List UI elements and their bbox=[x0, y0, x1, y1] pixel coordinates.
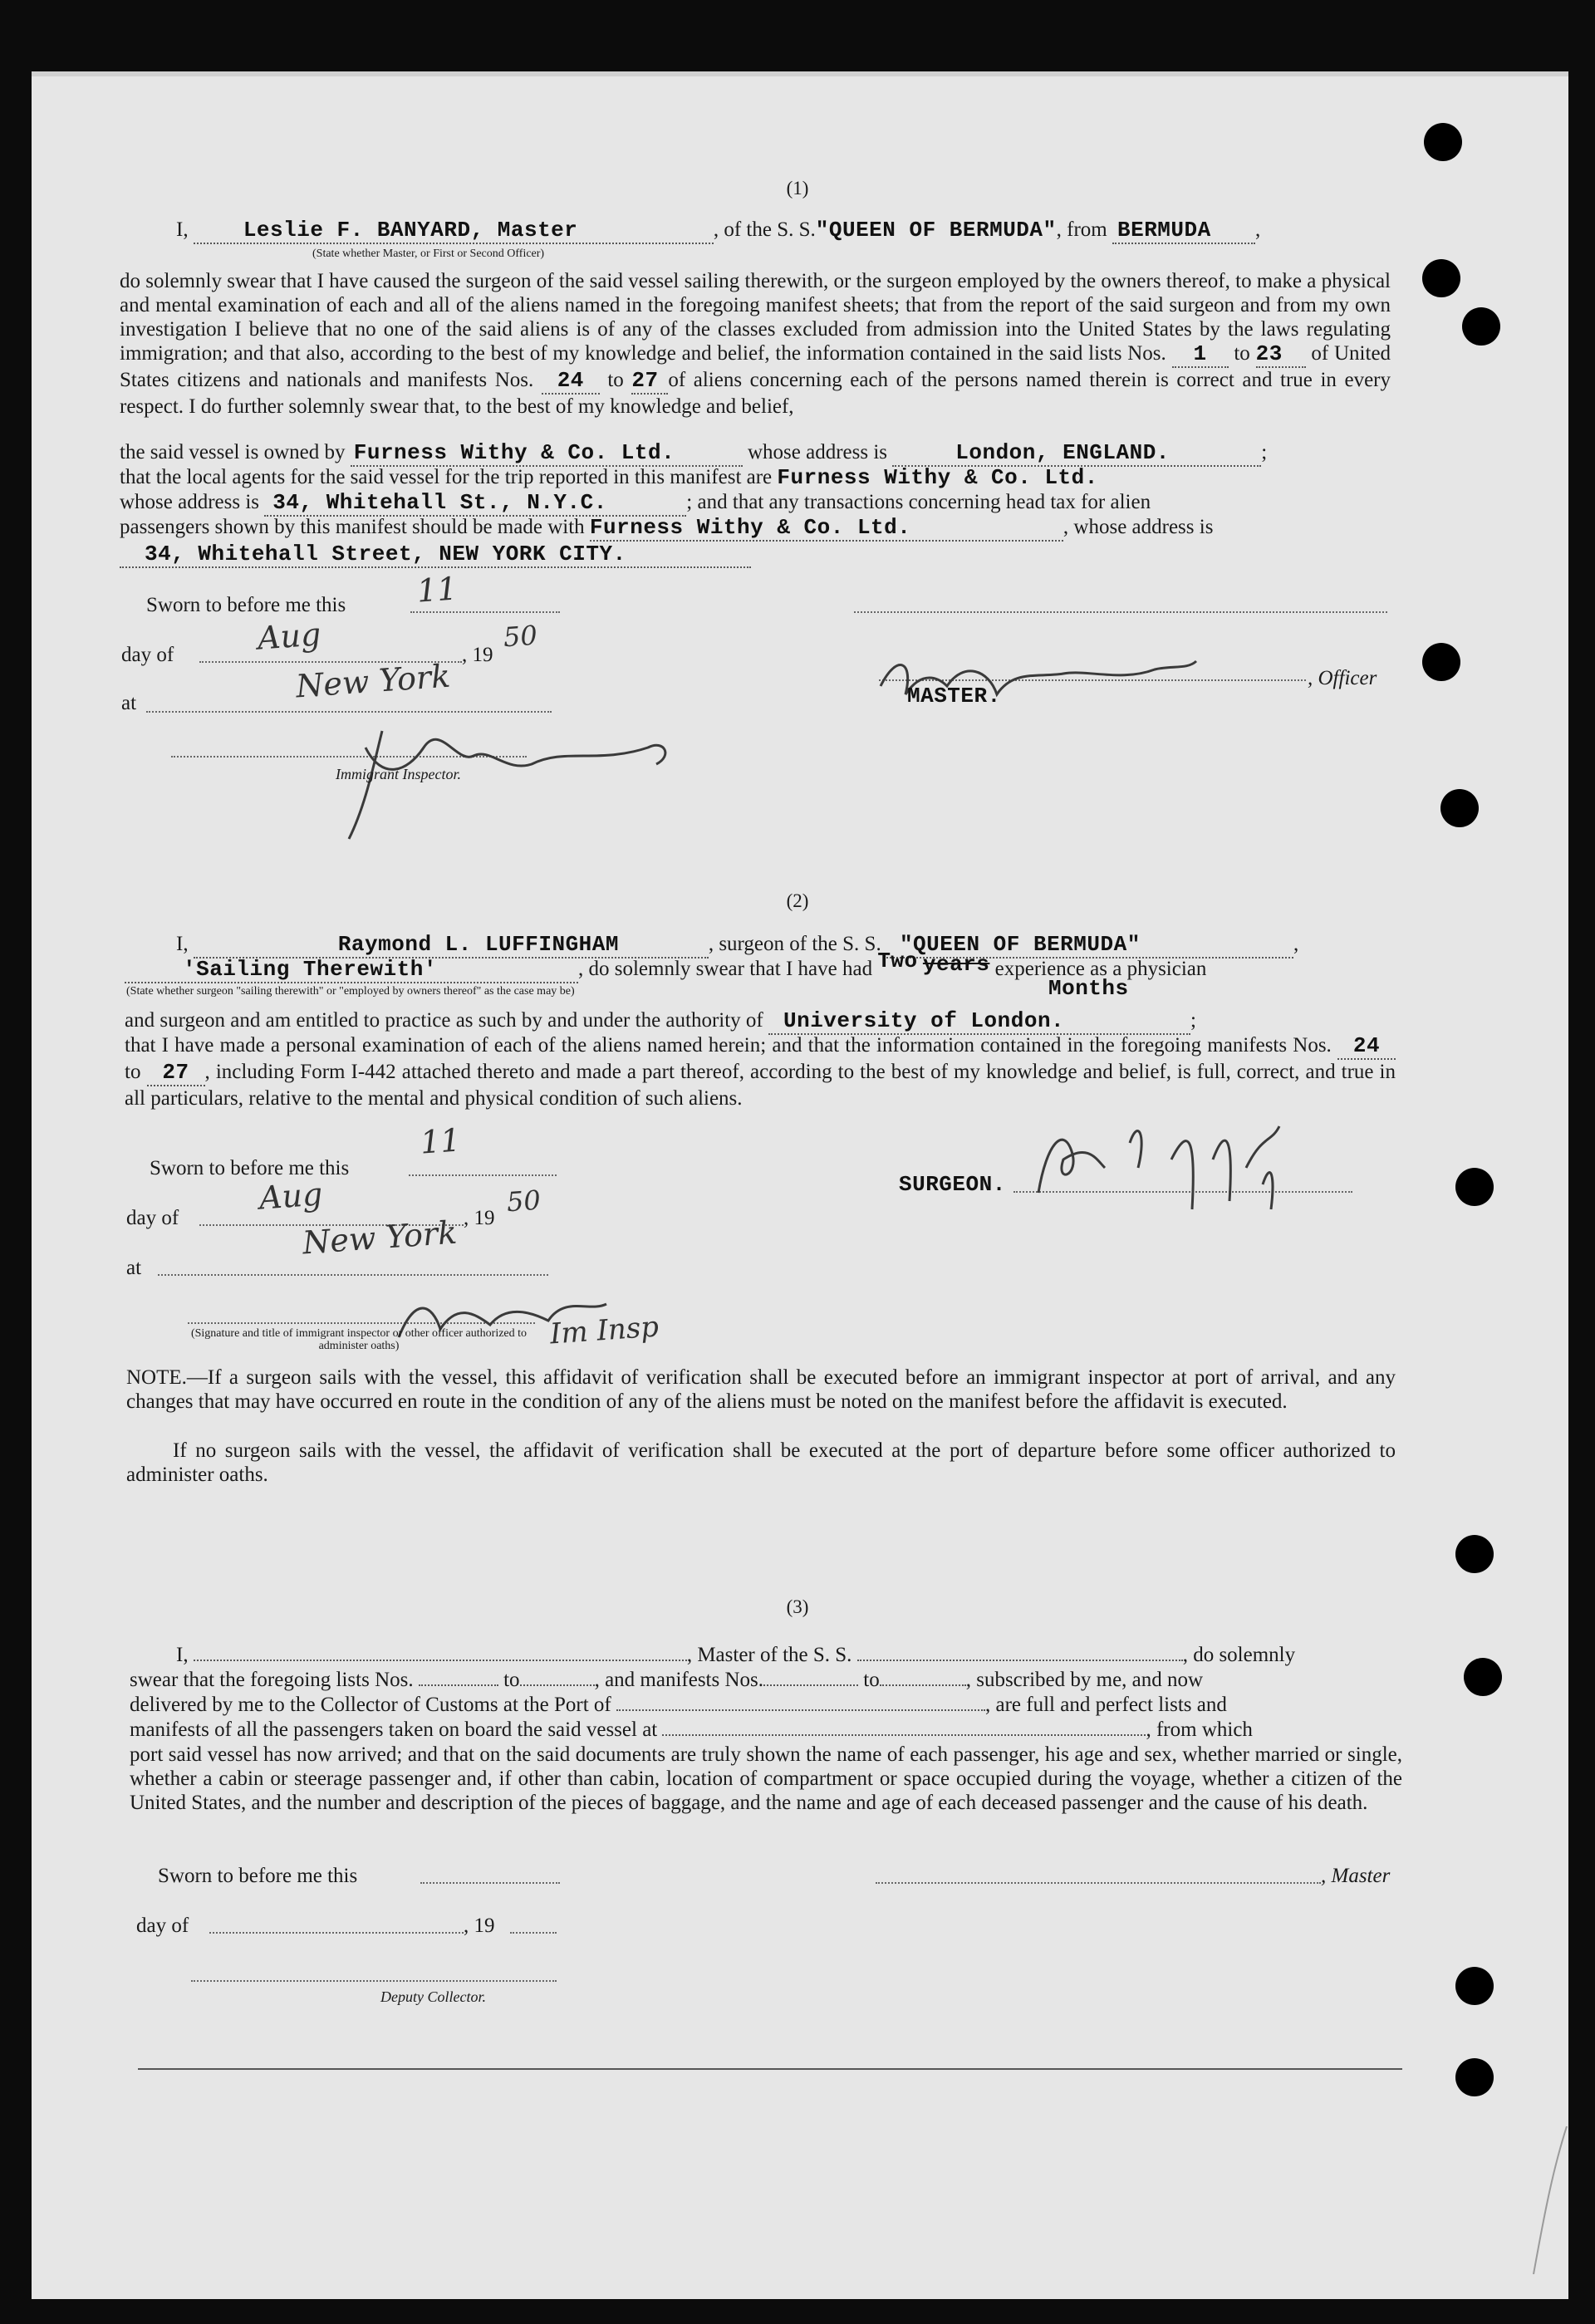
section2-oath-text: that I have made a personal examination of each of the aliens named herein; and that the information contained in the foregoing manifests Nos. 24 to 27 , including Form I-442 attached thereto and made a part thereof, according to the best of my knowledge and belief, is full, correct, and true in all particulars, relative to the mental and physical condition of such aliens. bbox=[125, 1033, 1396, 1110]
section2-year-prefix: , 19 bbox=[464, 1207, 495, 1229]
section3-sworn-day-line bbox=[420, 1882, 560, 1884]
experience-struck: years bbox=[922, 952, 990, 977]
note-1: NOTE.—If a surgeon sails with the vessel, this affidavit of verification shall be executed before an immigrant inspector at port of arrival, and any changes that may have occurred en route in the condition of any of the aliens must be noted on the manifest before the affidavit is executed. bbox=[126, 1366, 1396, 1413]
section1-sworn-day: 11 bbox=[415, 570, 459, 610]
sailing-hint: (State whether surgeon "sailing therewith" or "employed by owners thereof" as the case may be) bbox=[126, 985, 575, 998]
section1-year-prefix: , 19 bbox=[462, 644, 493, 666]
surgeon-signature-scribble bbox=[1022, 1110, 1304, 1226]
lists-from-field: 1 bbox=[1172, 342, 1229, 368]
head-tax-line: passengers shown by this manifest should be made with Furness Withy & Co. Ltd. , whose address is bbox=[120, 515, 1214, 540]
section1-day-of-value: Aug bbox=[256, 615, 322, 657]
section2-sworn-day: 11 bbox=[419, 1121, 462, 1161]
section3-year-label: , 19 bbox=[464, 1915, 495, 1937]
section3-line1: I, , Master of the S. S. , do solemnly bbox=[176, 1644, 1296, 1666]
section1-sworn-day-line bbox=[410, 611, 560, 613]
section2-manifests-from: 24 bbox=[1337, 1034, 1396, 1060]
head-tax-address-field: 34, Whitehall Street, NEW YORK CITY. bbox=[120, 542, 751, 568]
section1-year-suffix: 50 bbox=[502, 619, 538, 654]
agents-line: that the local agents for the said vessel for the trip reported in this manifest are Furness Withy & Co. Ltd. bbox=[120, 465, 1098, 490]
manifests-from-field: 24 bbox=[542, 369, 600, 395]
owner-line: the said vessel is owned by Furness Withy & Co. Ltd. whose address is London, ENGLAND. ; bbox=[120, 440, 1268, 465]
manifests-to-field: 27 bbox=[631, 369, 668, 395]
section3-oath-text: port said vessel has now arrived; and that on the said documents are truly shown the name of each passenger, his age and sex, whether married or single, whether a cabin or steerage passenger and, if other than cabin, location of compartment or space occupied during the voyage, whether a citizen of the United States, and the number and description of the pieces of baggage, and the name and age of each deceased passenger and the cause of his death. bbox=[130, 1743, 1402, 1814]
section2-inspector-title: Im Insp bbox=[548, 1310, 660, 1351]
section1-sworn-label: Sworn to before me this bbox=[146, 594, 346, 616]
section2-inspector-hint: (Signature and title of immigrant inspector or other officer authorized to administer oaths) bbox=[190, 1327, 528, 1352]
section2-vessel-field: "QUEEN OF BERMUDA" bbox=[886, 933, 1293, 959]
head-tax-agent-field: Furness Withy & Co. Ltd. bbox=[590, 516, 1063, 542]
section3-line2: swear that the foregoing lists Nos. to , and manifests Nos. to , subscribed by me, and now bbox=[130, 1669, 1204, 1691]
section2-day-of-value: Aug bbox=[258, 1175, 324, 1217]
section2-at-value: New York bbox=[301, 1213, 459, 1262]
section3-number: (3) bbox=[786, 1596, 809, 1617]
vessel-name: "QUEEN OF BERMUDA" bbox=[815, 218, 1057, 243]
bottom-rule bbox=[138, 2068, 1402, 2070]
section2-manifests-to: 27 bbox=[147, 1061, 205, 1086]
experience-amount: Two bbox=[877, 949, 918, 973]
surgeon-name-field: Raymond L. LUFFINGHAM bbox=[194, 933, 709, 959]
section3-sworn-label: Sworn to before me this bbox=[158, 1865, 358, 1887]
master-caption: MASTER. bbox=[907, 684, 1001, 708]
section3-master-line bbox=[876, 1882, 1321, 1884]
surgeon-caption: SURGEON. bbox=[899, 1172, 1006, 1197]
experience-unit: Months bbox=[1048, 976, 1129, 1001]
master-hint: (State whether Master, or First or Second Officer) bbox=[312, 248, 545, 260]
owner-address-field: London, ENGLAND. bbox=[892, 441, 1261, 467]
section3-master-label: , Master bbox=[1321, 1865, 1391, 1887]
section2-at-line bbox=[158, 1274, 548, 1276]
section2-at-label: at bbox=[126, 1257, 142, 1279]
from-port-field: BERMUDA bbox=[1112, 218, 1255, 244]
note-2: If no surgeon sails with the vessel, the affidavit of verification shall be executed at the port of departure before some officer authorized to administer oaths. bbox=[126, 1439, 1396, 1486]
section1-master-line: I, Leslie F. BANYARD, Master , of the S. S."QUEEN OF BERMUDA", from BERMUDA , bbox=[176, 218, 1261, 243]
master-name-field: Leslie F. BANYARD, Master bbox=[194, 218, 714, 244]
section2-surgeon-line: I, Raymond L. LUFFINGHAM , surgeon of the S. S. "QUEEN OF BERMUDA" , bbox=[176, 932, 1299, 957]
section1-number: (1) bbox=[786, 178, 809, 199]
sailing-field: 'Sailing Therewith' bbox=[125, 958, 578, 983]
section3-year-line bbox=[510, 1932, 557, 1934]
section2-sworn-label: Sworn to before me this bbox=[150, 1157, 350, 1179]
officer-top-line bbox=[854, 611, 1387, 613]
lists-to-field: 23 bbox=[1256, 342, 1306, 368]
section1-day-of-label: day of bbox=[121, 644, 174, 666]
section3-day-of-label: day of bbox=[136, 1915, 189, 1937]
authority-line: and surgeon and am entitled to practice as such by and under the authority of University of London. ; bbox=[125, 1008, 1196, 1033]
section1-oath-text: do solemnly swear that I have caused the surgeon of the said vessel sailing therewith, or the surgeon employed by the owners thereof, to make a physical and mental examination of each and all of the aliens named in the foregoing manifest sheets; that from the report of the said surgeon and from my own investigation I believe that no one of the said aliens is of any of the classes excluded from admission into the United States by the laws regulating immigration; and that also, according to the best of my knowledge and belief, the information contained in the said lists Nos. 1 to 23 of United States citizens and nationals and manifests Nos. 24 to 27 of aliens concerning each of the persons named therein is correct and true in every respect. I do further solemnly swear that, to the best of my knowledge and belief, bbox=[120, 270, 1391, 418]
section2-number: (2) bbox=[786, 890, 809, 911]
section3-line3: delivered by me to the Collector of Customs at the Port of , are full and perfect lists and bbox=[130, 1694, 1227, 1716]
head-tax-address-line bbox=[120, 542, 751, 568]
deputy-caption: Deputy Collector. bbox=[380, 1988, 486, 2005]
agents-address-line: whose address is 34, Whitehall St., N.Y.C. ; and that any transactions concerning head tax for alien bbox=[120, 490, 1151, 515]
section1-at-label: at bbox=[121, 692, 137, 714]
owner-field: Furness Withy & Co. Ltd. bbox=[351, 441, 743, 467]
page-fold-mark bbox=[1529, 2126, 1568, 2276]
section2-sworn-day-line bbox=[409, 1174, 557, 1176]
section2-year-suffix: 50 bbox=[505, 1184, 542, 1218]
section3-line4: manifests of all the passengers taken on board the said vessel at , from which bbox=[130, 1718, 1253, 1741]
agents-address-field: 34, Whitehall St., N.Y.C. bbox=[264, 491, 686, 517]
section3-day-of-line bbox=[209, 1932, 464, 1934]
section1-at-value: New York bbox=[294, 657, 452, 705]
sailing-line: 'Sailing Therewith' , do solemnly swear that I have had Two years experience as a physician bbox=[125, 957, 1206, 983]
agents-field: Furness Withy & Co. Ltd. bbox=[777, 465, 1098, 490]
section2-day-of-label: day of bbox=[126, 1207, 179, 1229]
inspector-caption: Immigrant Inspector. bbox=[336, 766, 461, 782]
authority-field: University of London. bbox=[768, 1009, 1190, 1035]
section1-at-line bbox=[146, 711, 552, 713]
officer-label: , Officer bbox=[1308, 667, 1377, 689]
deputy-signature-line bbox=[191, 1980, 557, 1982]
